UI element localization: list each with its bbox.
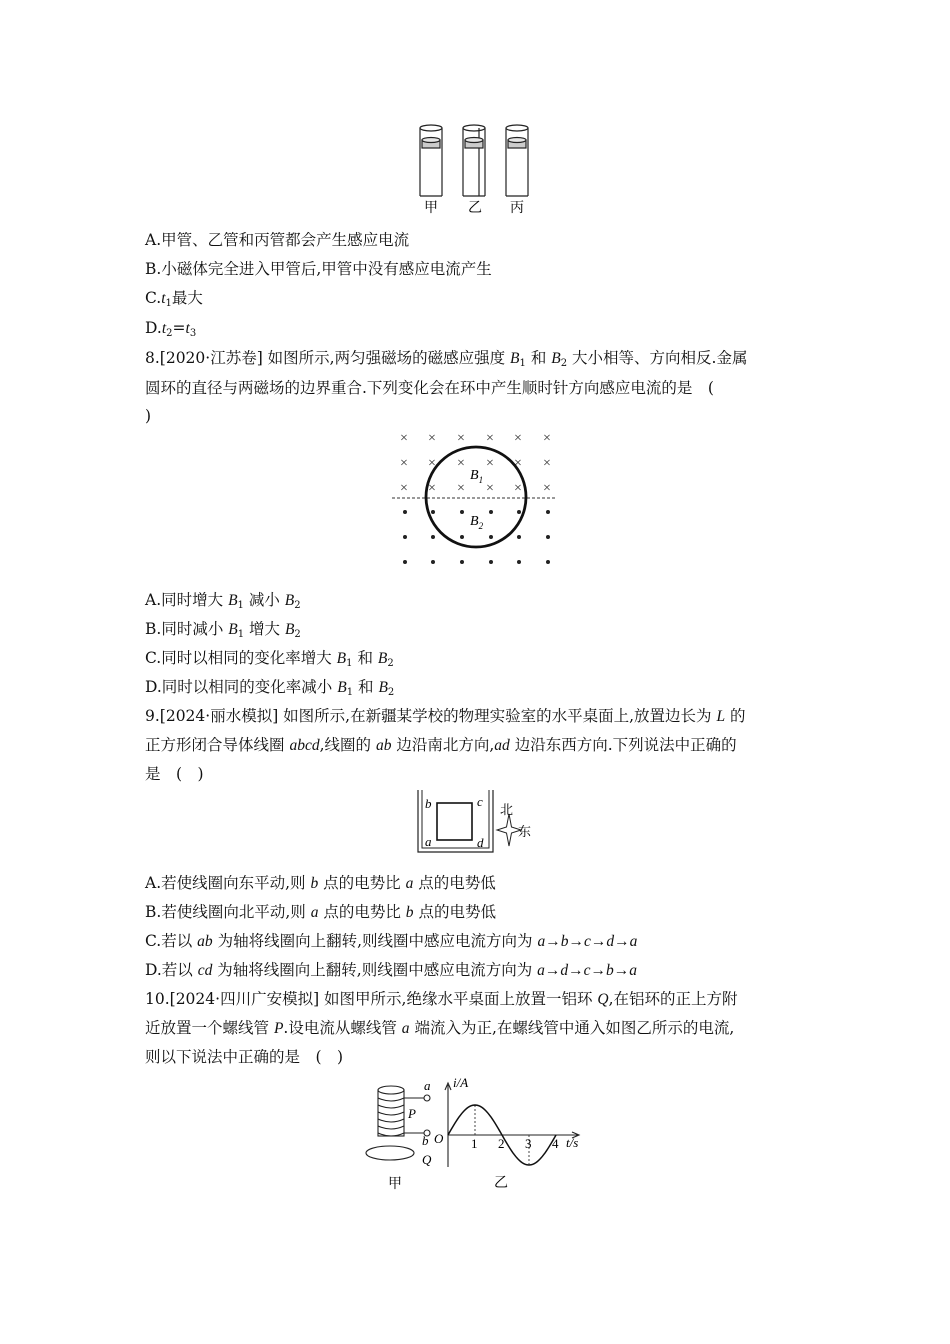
q7-option-b: B.小磁体完全进入甲管后,甲管中没有感应电流产生: [145, 260, 492, 278]
field-dot-mark: [489, 560, 493, 564]
field-cross-mark: ×: [514, 456, 522, 471]
q10-stem-line1: 10.[2024·四川广安模拟] 如图甲所示,绝缘水平桌面上放置一铝环 Q,在铝环的正上方附: [145, 990, 738, 1008]
label-b1: $B_1$: [470, 468, 484, 485]
field-dot-mark: [403, 535, 407, 539]
field-dot-mark: [460, 510, 464, 514]
q9-option-a: A.若使线圈向东平动,则 b 点的电势比 a 点的电势低: [145, 874, 496, 892]
field-cross-mark: ×: [514, 431, 522, 446]
q10-stem-line3: 则以下说法中正确的是 ( ): [145, 1048, 344, 1066]
q7-option-d: $D.t_2=t_3$: [145, 319, 197, 339]
q9-option-d: D.若以 cd 为轴将线圈向上翻转,则线圈中感应电流方向为 a→d→c→b→a: [145, 961, 638, 979]
field-cross-mark: ×: [457, 431, 465, 446]
y-axis-label: i/A: [453, 1075, 469, 1090]
tube-label-bing: 丙: [510, 200, 524, 216]
tube-bing: [506, 125, 528, 196]
q7-option-a: A.甲管、乙管和丙管都会产生感应电流: [145, 231, 410, 249]
field-cross-mark: ×: [400, 456, 408, 471]
corner-a: a: [425, 834, 432, 849]
field-dot-mark: [489, 510, 493, 514]
field-dot-mark: [489, 535, 493, 539]
aluminum-ring-Q: [366, 1146, 414, 1160]
corner-d: d: [477, 835, 484, 850]
origin-label: O: [434, 1131, 444, 1146]
label-b2: $B_2$: [470, 514, 484, 531]
field-dot-mark: [460, 535, 464, 539]
tube-label-yi: 乙: [468, 200, 482, 216]
field-dot-mark: [431, 510, 435, 514]
field-dot-mark: [403, 510, 407, 514]
q8-option-d: D.同时以相同的变化率减小 $B_1$ 和 $B_2$: [145, 678, 395, 698]
q7-option-c: $C.t_1$最大: [145, 289, 203, 309]
field-cross-mark: ×: [543, 481, 551, 496]
x-tick-label: 2: [498, 1136, 505, 1151]
field-cross-mark: ×: [486, 456, 494, 471]
q8-option-b: B.同时减小 $B_1$ 增大 $B_2$: [145, 620, 301, 640]
field-cross-mark: ×: [400, 431, 408, 446]
north-label: 北: [500, 803, 514, 818]
field-cross-mark: ×: [457, 456, 465, 471]
q9-stem-line1: 9.[2024·丽水模拟] 如图所示,在新疆某学校的物理实验室的水平桌面上,放置边长为 L 的: [145, 707, 746, 725]
field-dot-mark: [546, 510, 550, 514]
caption-yi: 乙: [494, 1175, 508, 1191]
magnetic-ring-figure: [392, 425, 562, 570]
field-dot-mark: [517, 560, 521, 564]
x-tick-label: 4: [552, 1136, 559, 1151]
q8-stem-line2: 圆环的直径与两磁场的边界重合.下列变化会在环中产生顺时针方向感应电流的是 (: [145, 379, 714, 397]
metal-ring: [426, 447, 526, 547]
corner-c: c: [477, 794, 483, 809]
field-dot-mark: [403, 560, 407, 564]
solenoid-P: [378, 1086, 430, 1136]
q8-option-c: C.同时以相同的变化率增大 $B_1$ 和 $B_2$: [145, 649, 394, 669]
field-cross-mark: ×: [428, 481, 436, 496]
q10-stem-line2: 近放置一个螺线管 P.设电流从螺线管 a 端流入为正,在螺线管中通入如图乙所示的电流,: [145, 1019, 735, 1037]
field-dot-mark: [546, 560, 550, 564]
field-cross-mark: ×: [400, 481, 408, 496]
tubes-figure: [410, 118, 550, 218]
current-graph: [426, 1075, 586, 1193]
field-dot-mark: [517, 510, 521, 514]
ring-label-Q: Q: [422, 1152, 432, 1167]
q8-stem-line3: ): [145, 407, 152, 425]
q9-option-c: C.若以 ab 为轴将线圈向上翻转,则线圈中感应电流方向为 a→b→c→d→a: [145, 932, 638, 950]
terminal-b: b: [422, 1133, 429, 1148]
field-cross-mark: ×: [514, 481, 522, 496]
field-cross-mark: ×: [543, 431, 551, 446]
x-tick-label: 1: [471, 1136, 478, 1151]
terminal-a: a: [424, 1078, 431, 1093]
field-cross-mark: ×: [428, 431, 436, 446]
field-dot-mark: [546, 535, 550, 539]
field-cross-mark: ×: [486, 481, 494, 496]
q9-stem-line3: 是 ( ): [145, 765, 204, 783]
field-dot-mark: [431, 560, 435, 564]
q8-stem-line1: 8.[2020·江苏卷] 如图所示,两匀强磁场的磁感应强度 $B_1$ 和 $B_2$ 大小相等、方向相反.金属: [145, 349, 748, 369]
field-cross-mark: ×: [457, 481, 465, 496]
tube-yi: [463, 125, 485, 196]
square-coil: [437, 803, 472, 840]
field-dot-mark: [517, 535, 521, 539]
x-tick-label: 3: [525, 1136, 532, 1151]
q8-option-a: A.同时增大 $B_1$ 减小 $B_2$: [145, 591, 301, 611]
x-axis-label: t/s: [566, 1135, 579, 1150]
square-coil-figure: [415, 790, 545, 855]
solenoid-label-P: P: [408, 1106, 416, 1121]
field-cross-mark: ×: [428, 456, 436, 471]
tube-label-jia: 甲: [424, 200, 438, 216]
q9-option-b: B.若使线圈向北平动,则 a 点的电势比 b 点的电势低: [145, 903, 496, 921]
corner-b: b: [425, 796, 432, 811]
field-cross-mark: ×: [543, 456, 551, 471]
caption-jia: 甲: [388, 1176, 402, 1192]
field-cross-mark: ×: [486, 431, 494, 446]
q9-stem-line2: 正方形闭合导体线圈 abcd,线圈的 ab 边沿南北方向,ad 边沿东西方向.下列说法中正确的: [145, 736, 737, 754]
field-dot-mark: [431, 535, 435, 539]
tube-jia: [420, 125, 442, 196]
east-label: 东: [518, 825, 532, 840]
field-dot-mark: [460, 560, 464, 564]
